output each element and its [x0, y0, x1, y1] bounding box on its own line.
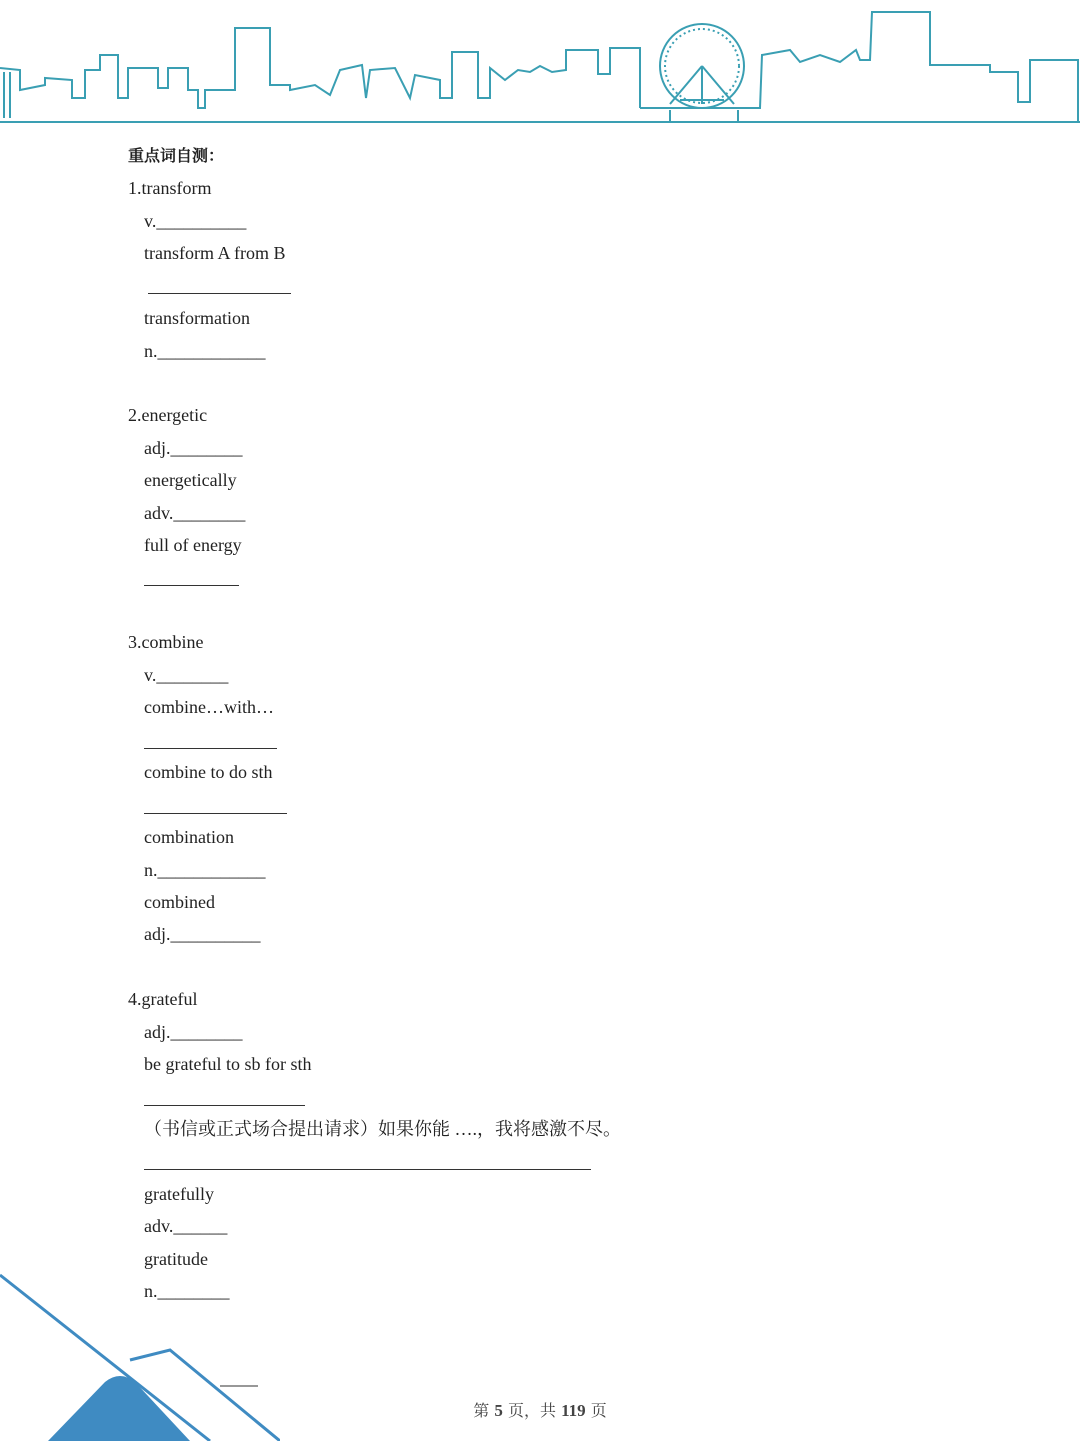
- blank-line-item: adv.______: [144, 1216, 228, 1236]
- section-heading: 重点词自测：: [128, 146, 225, 165]
- blank-line-item: v.________: [144, 665, 229, 685]
- answer-blank: [148, 293, 291, 294]
- answer-blank: [144, 1169, 591, 1170]
- blank-line-item: n.________: [144, 1281, 230, 1301]
- word-item: combination: [144, 827, 234, 847]
- phrase-item: transform A from B: [144, 243, 286, 263]
- blank-line-item: n.____________: [144, 341, 266, 361]
- phrase-item: combine to do sth: [144, 762, 273, 782]
- word-item: combined: [144, 892, 215, 912]
- word-item: energetically: [144, 470, 237, 490]
- sentence-prompt: （书信或正式场合提出请求）如果你能 ….，我将感激不尽。: [144, 1119, 621, 1139]
- footer-suffix: 页: [590, 1401, 607, 1420]
- blank-line-item: n.____________: [144, 860, 266, 880]
- word-item: 4.grateful: [128, 989, 198, 1009]
- skyline-header-graphic: [0, 0, 1080, 130]
- phrase-item: combine…with…: [144, 697, 274, 717]
- answer-blank: [144, 1105, 305, 1106]
- word-item: 3.combine: [128, 632, 204, 652]
- blank-line-item: adj.__________: [144, 924, 261, 944]
- word-item: transformation: [144, 308, 250, 328]
- word-item: gratefully: [144, 1184, 214, 1204]
- current-page-number: 5: [494, 1401, 503, 1420]
- blank-line-item: adv.________: [144, 503, 246, 523]
- answer-blank: [144, 585, 239, 586]
- footer-mid: 页，共: [507, 1401, 556, 1420]
- blank-line-item: v.__________: [144, 211, 247, 231]
- page-footer: [0, 1398, 1080, 1421]
- total-page-count: 119: [561, 1401, 586, 1420]
- blank-line-item: adj.________: [144, 438, 243, 458]
- answer-blank: [144, 748, 277, 749]
- word-item: 2.energetic: [128, 405, 208, 425]
- phrase-item: full of energy: [144, 535, 242, 555]
- footer-prefix: 第: [473, 1401, 490, 1420]
- word-item: gratitude: [144, 1249, 208, 1269]
- answer-blank: [144, 813, 287, 814]
- blank-line-item: adj.________: [144, 1022, 243, 1042]
- phrase-item: be grateful to sb for sth: [144, 1054, 312, 1074]
- word-item: 1.transform: [128, 178, 212, 198]
